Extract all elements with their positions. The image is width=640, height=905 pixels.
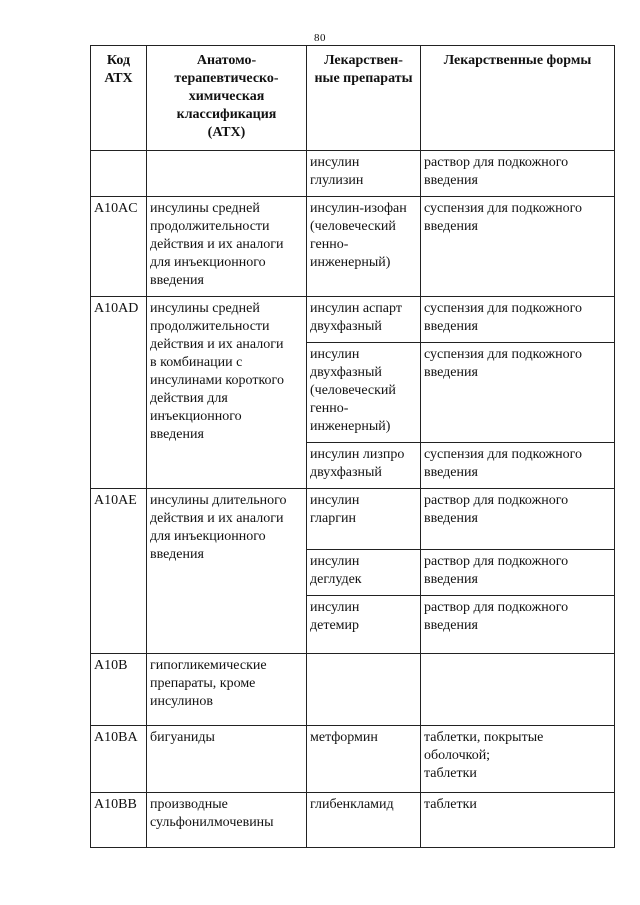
cell-code: A10BA <box>91 726 147 793</box>
cell-classification: производные сульфонилмочевины <box>147 793 307 848</box>
cell-form: таблетки, покрытые оболочкой; таблетки <box>421 726 615 793</box>
table-row <box>91 726 615 793</box>
cell-classification: бигуаниды <box>147 726 307 793</box>
cell-classification: инсулины средней продолжительности действия и их аналоги в комбинации с инсулинами короткого действия для инъекционного введения <box>147 297 307 489</box>
table-row <box>91 654 615 726</box>
cell-drug: метформин <box>307 726 421 793</box>
table-row <box>91 793 615 848</box>
cell-drug: инсулин-изофан (человеческий генно- инженерный) <box>307 197 421 297</box>
header-drugs: Лекарствен- ные препараты <box>307 46 421 151</box>
cell-drug: инсулин аспарт двухфазный <box>307 297 421 343</box>
header-code: Код АТХ <box>91 46 147 151</box>
page-number: 80 <box>314 32 326 44</box>
cell-code <box>91 151 147 197</box>
cell-form: таблетки <box>421 793 615 848</box>
cell-drug: инсулин двухфазный (человеческий генно- инженерный) <box>307 343 421 443</box>
cell-code: A10AC <box>91 197 147 297</box>
cell-form: суспензия для подкожного введения <box>421 443 615 489</box>
cell-drug <box>307 654 421 726</box>
cell-drug: инсулин лизпро двухфазный <box>307 443 421 489</box>
cell-code: A10BB <box>91 793 147 848</box>
table-row <box>91 489 615 550</box>
cell-drug: инсулин глулизин <box>307 151 421 197</box>
header-forms: Лекарственные формы <box>421 46 615 151</box>
cell-form: раствор для подкожного введения <box>421 550 615 596</box>
cell-form: раствор для подкожного введения <box>421 489 615 550</box>
cell-drug: глибенкламид <box>307 793 421 848</box>
cell-classification: инсулины длительного действия и их аналоги для инъекционного введения <box>147 489 307 654</box>
cell-code: A10AD <box>91 297 147 489</box>
cell-form: суспензия для подкожного введения <box>421 343 615 443</box>
cell-form: раствор для подкожного введения <box>421 151 615 197</box>
cell-code: A10AE <box>91 489 147 654</box>
cell-form: суспензия для подкожного введения <box>421 297 615 343</box>
cell-form <box>421 654 615 726</box>
cell-form: раствор для подкожного введения <box>421 596 615 654</box>
cell-drug: инсулин деглудек <box>307 550 421 596</box>
atx-table <box>90 45 615 848</box>
table-row <box>91 151 615 197</box>
cell-code: A10B <box>91 654 147 726</box>
cell-form: суспензия для подкожного введения <box>421 197 615 297</box>
table-row <box>91 197 615 297</box>
cell-drug: инсулин гларгин <box>307 489 421 550</box>
header-classification: Анатомо- терапевтическо- химическая классификация (АТХ) <box>147 46 307 151</box>
table-header-row <box>91 46 615 151</box>
cell-drug: инсулин детемир <box>307 596 421 654</box>
cell-classification <box>147 151 307 197</box>
table-row <box>91 297 615 343</box>
cell-classification: гипогликемические препараты, кроме инсулинов <box>147 654 307 726</box>
cell-classification: инсулины средней продолжительности действия и их аналоги для инъекционного введения <box>147 197 307 297</box>
